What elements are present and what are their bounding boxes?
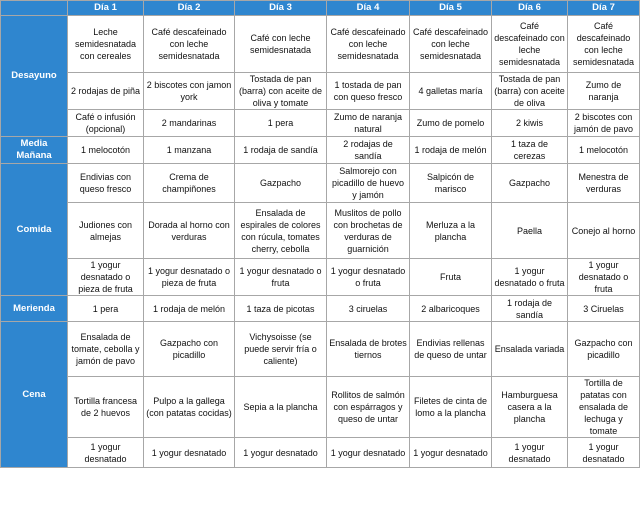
table-cell: Tostada de pan (barra) con aceite de oliva — [492, 73, 568, 110]
day-header: Día 6 — [492, 1, 568, 16]
table-cell: 1 rodaja de melón — [410, 137, 492, 164]
table-cell: 1 yogur desnatado — [327, 438, 410, 468]
corner-cell — [1, 1, 68, 16]
table-row — [1, 110, 640, 137]
table-cell: 1 yogur desnatado o fruta — [492, 259, 568, 296]
table-cell: 1 yogur desnatado — [144, 438, 235, 468]
table-cell: 1 melocotón — [568, 137, 640, 164]
table-cell: Café con leche semidesnatada — [235, 16, 327, 73]
table-cell: Ensalada de brotes tiernos — [327, 322, 410, 377]
table-cell: Pulpo a la gallega (con patatas cocidas) — [144, 377, 235, 438]
table-cell: Tortilla de patatas con ensalada de lechuga y tomate — [568, 377, 640, 438]
meal-label-cena: Cena — [1, 322, 68, 468]
table-cell: 1 yogur desnatado o pieza de fruta — [144, 259, 235, 296]
table-cell: 2 rodajas de sandía — [327, 137, 410, 164]
table-cell: 1 taza de cerezas — [492, 137, 568, 164]
table-cell: Judiones con almejas — [68, 203, 144, 259]
table-cell: 1 yogur desnatado o fruta — [568, 259, 640, 296]
table-cell: Gazpacho — [235, 164, 327, 203]
table-cell: 1 pera — [235, 110, 327, 137]
table-cell: 1 yogur desnatado — [568, 438, 640, 468]
table-cell: 1 yogur desnatado o fruta — [327, 259, 410, 296]
table-cell: Zumo de pomelo — [410, 110, 492, 137]
table-row — [1, 73, 640, 110]
day-header: Día 1 — [68, 1, 144, 16]
table-cell: 1 yogur desnatado — [410, 438, 492, 468]
table-cell: 1 taza de picotas — [235, 296, 327, 322]
table-cell: 2 rodajas de piña — [68, 73, 144, 110]
day-header: Día 2 — [144, 1, 235, 16]
table-cell: 1 yogur desnatado o pieza de fruta — [68, 259, 144, 296]
table-cell: Muslitos de pollo con brochetas de verduras de guarnición — [327, 203, 410, 259]
table-cell: 1 yogur desnatado o fruta — [235, 259, 327, 296]
table-cell: Tostada de pan (barra) con aceite de oliva y tomate — [235, 73, 327, 110]
table-cell: Zumo de naranja natural — [327, 110, 410, 137]
table-cell: Ensalada de espirales de colores con rúcula, tomates cherry, cebolla — [235, 203, 327, 259]
table-cell: 1 yogur desnatado — [68, 438, 144, 468]
table-cell: Leche semidesnatada con cereales — [68, 16, 144, 73]
table-row — [1, 137, 640, 164]
table-cell: Rollitos de salmón con espárragos y queso de untar — [327, 377, 410, 438]
meal-label-merienda: Merienda — [1, 296, 68, 322]
table-cell: 1 rodaja de sandía — [235, 137, 327, 164]
table-cell: Ensalada variada — [492, 322, 568, 377]
table-cell: Filetes de cinta de lomo a la plancha — [410, 377, 492, 438]
table-row — [1, 259, 640, 296]
table-cell: Fruta — [410, 259, 492, 296]
table-cell: 1 rodaja de sandía — [492, 296, 568, 322]
table-cell: 1 tostada de pan con queso fresco — [327, 73, 410, 110]
table-cell: Menestra de verduras — [568, 164, 640, 203]
day-header: Día 7 — [568, 1, 640, 16]
table-cell: Café descafeinado con leche semidesnatada — [492, 16, 568, 73]
table-cell: Salmorejo con picadillo de huevo y jamón — [327, 164, 410, 203]
table-row — [1, 438, 640, 468]
table-cell: Sepia a la plancha — [235, 377, 327, 438]
table-cell: Ensalada de tomate, cebolla y jamón de pavo — [68, 322, 144, 377]
table-cell: 4 galletas maría — [410, 73, 492, 110]
table-cell: Salpicón de marisco — [410, 164, 492, 203]
table-cell: Tortilla francesa de 2 huevos — [68, 377, 144, 438]
table-cell: 1 rodaja de melón — [144, 296, 235, 322]
table-cell: 2 albaricoques — [410, 296, 492, 322]
meal-label-desayuno: Desayuno — [1, 16, 68, 137]
table-cell: Crema de champiñones — [144, 164, 235, 203]
table-cell: Endivias con queso fresco — [68, 164, 144, 203]
table-row — [1, 322, 640, 377]
day-header: Día 3 — [235, 1, 327, 16]
table-cell: Café descafeinado con leche semidesnatada — [144, 16, 235, 73]
table-cell: 1 melocotón — [68, 137, 144, 164]
table-cell: 2 mandarinas — [144, 110, 235, 137]
table-cell: Café descafeinado con leche semidesnatada — [327, 16, 410, 73]
table-cell: Merluza a la plancha — [410, 203, 492, 259]
table-cell: 1 yogur desnatado — [492, 438, 568, 468]
table-cell: Zumo de naranja — [568, 73, 640, 110]
table-cell: 2 biscotes con jamon york — [144, 73, 235, 110]
table-row — [1, 16, 640, 73]
table-row — [1, 377, 640, 438]
table-cell: 1 yogur desnatado — [235, 438, 327, 468]
table-cell: 2 biscotes con jamón de pavo — [568, 110, 640, 137]
table-cell: Vichysoisse (se puede servir fría o caliente) — [235, 322, 327, 377]
table-cell: Café descafeinado con leche semidesnatada — [568, 16, 640, 73]
table-row — [1, 203, 640, 259]
table-cell: Café o infusión (opcional) — [68, 110, 144, 137]
day-header: Día 5 — [410, 1, 492, 16]
table-row — [1, 164, 640, 203]
table-cell: Gazpacho con picadillo — [568, 322, 640, 377]
table-cell: 3 Ciruelas — [568, 296, 640, 322]
table-cell: Dorada al horno con verduras — [144, 203, 235, 259]
table-cell: Endivias rellenas de queso de untar — [410, 322, 492, 377]
table-cell: Café descafeinado con leche semidesnatada — [410, 16, 492, 73]
table-cell: 1 manzana — [144, 137, 235, 164]
header-row — [1, 1, 640, 16]
day-header: Día 4 — [327, 1, 410, 16]
table-row — [1, 296, 640, 322]
meal-label-media-manana: Media Mañana — [1, 137, 68, 164]
table-cell: 2 kiwis — [492, 110, 568, 137]
table-cell: 1 pera — [68, 296, 144, 322]
meal-label-comida: Comida — [1, 164, 68, 296]
table-cell: Conejo al horno — [568, 203, 640, 259]
table-cell: Gazpacho — [492, 164, 568, 203]
table-cell: Gazpacho con picadillo — [144, 322, 235, 377]
table-cell: Paella — [492, 203, 568, 259]
table-cell: 3 ciruelas — [327, 296, 410, 322]
table-cell: Hamburguesa casera a la plancha — [492, 377, 568, 438]
